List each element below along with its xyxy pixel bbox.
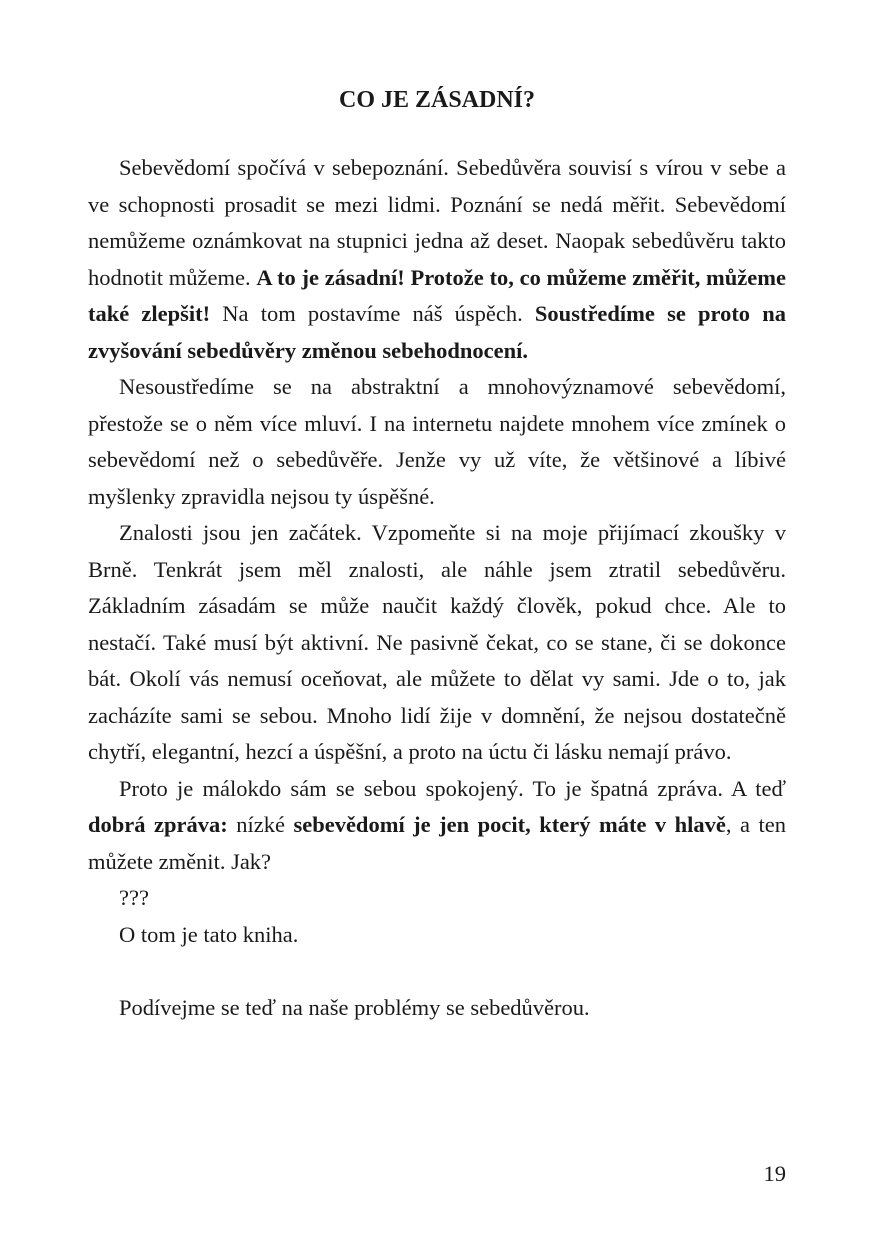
chapter-title: CO JE ZÁSADNÍ? xyxy=(338,87,536,113)
text-run: Na tom postavíme náš úspěch. xyxy=(210,301,535,326)
bold-text: dobrá zpráva: xyxy=(88,812,228,837)
paragraph xyxy=(88,771,786,881)
text-run: O tom je tato kniha. xyxy=(119,921,299,947)
paragraph xyxy=(88,150,786,369)
text-run: Podívejme se teď na naše problémy se sebedůvěrou. xyxy=(119,994,590,1020)
text-run: Sebevědomí spočívá v sebepoznání. Sebedůvěra souvisí s vírou v sebe a ve schopnosti prosadit se mezi lidmi. Poznání se nedá měřit. Sebevědomí nemůžeme oznámkovat na stupnici jedna až deset. Naopak sebedůvěru takto hodnotit můžeme. xyxy=(88,155,786,290)
paragraph xyxy=(88,880,786,917)
paragraph xyxy=(88,369,786,515)
paragraph xyxy=(88,990,786,1027)
text-run: , a ten můžete změnit. Jak? xyxy=(88,812,787,874)
paragraph xyxy=(88,917,786,954)
bold-text: Soustředíme se proto na zvyšování sebedůvěry změnou sebehodnocení. xyxy=(88,301,786,363)
page-number: 19 xyxy=(763,1161,786,1186)
bold-text: sebevědomí je jen pocit, který máte v hlavě xyxy=(293,812,726,837)
bold-text: A to je zásadní! Protože to, co můžeme změřit, můžeme také zlepšit! xyxy=(88,264,787,326)
text-run: Nesoustředíme se na abstraktní a mnohovýznamové sebevědomí, přestože se o něm více mluví. I na internetu najdete mnohem více zmínek o sebevědomí než o sebedůvěře. Jenže vy už víte, že většinové a líbivé myšlenky zpravidla nejsou ty úspěšné. xyxy=(88,374,786,509)
text-run: Proto je málokdo sám se sebou spokojený. To je špatná zpráva. A teď xyxy=(119,775,786,801)
paragraph xyxy=(88,515,786,771)
text-run: ??? xyxy=(119,885,149,910)
body-text xyxy=(88,150,786,1026)
text-run: Znalosti jsou jen začátek. Vzpomeňte si na moje přijímací zkoušky v Brně. Tenkrát jsem měl znalosti, ale náhle jsem ztratil sebedůvěru. Základním zásadám se může naučit každý člověk, pokud chce. Ale to nestačí. Také musí být aktivní. Ne pasivně čekat, co se stane, či se dokonce bát. Okolí vás nemusí oceňovat, ale můžete to dělat vy sami. Jde o to, jak zacházíte sami se sebou. Mnoho lidí žije v domnění, že nejsou dostatečně chytří, elegantní, hezcí a úspěšní, a proto na úctu či lásku nemají právo. xyxy=(88,520,786,764)
text-run: nízké xyxy=(227,812,294,837)
